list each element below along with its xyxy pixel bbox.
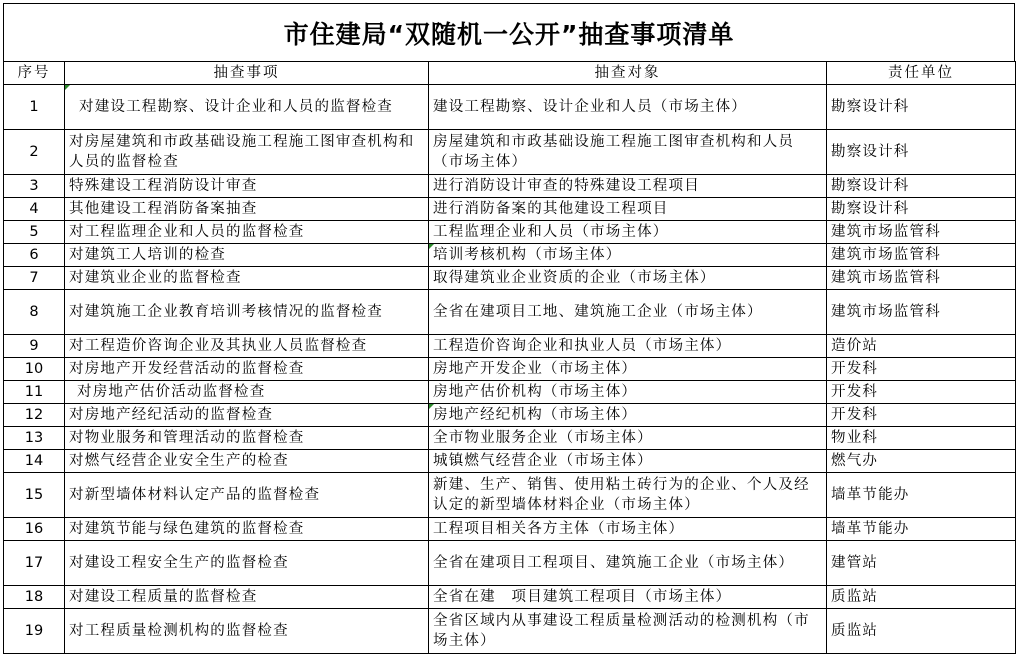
cell-dept[interactable]: 建筑市场监管科 [827, 244, 1016, 267]
table-row [4, 290, 1016, 335]
table-row [4, 221, 1016, 244]
table-row [4, 130, 1016, 175]
cell-dept[interactable]: 建筑市场监管科 [827, 290, 1016, 335]
cell-no[interactable]: 3 [4, 175, 65, 198]
table-row [4, 85, 1016, 130]
cell-item[interactable]: 对房地产开发经营活动的监督检查 [65, 358, 429, 381]
table-row [4, 335, 1016, 358]
table-row [4, 358, 1016, 381]
cell-item[interactable]: 对建设工程质量的监督检查 [65, 586, 429, 609]
cell-no[interactable]: 11 [4, 381, 65, 404]
cell-target[interactable]: 工程项目相关各方主体（市场主体） [429, 518, 827, 541]
cell-item[interactable]: 对物业服务和管理活动的监督检查 [65, 427, 429, 450]
cell-item[interactable]: 对建筑业企业的监督检查 [65, 267, 429, 290]
cell-item[interactable]: 其他建设工程消防备案抽查 [65, 198, 429, 221]
cell-item[interactable]: 对房屋建筑和市政基础设施工程施工图审查机构和人员的监督检查 [65, 130, 429, 175]
cell-target[interactable]: 培训考核机构（市场主体） [429, 244, 827, 267]
cell-dept[interactable]: 燃气办 [827, 450, 1016, 473]
cell-item[interactable]: 对工程质量检测机构的监督检查 [65, 609, 429, 654]
cell-no[interactable]: 2 [4, 130, 65, 175]
table-row [4, 450, 1016, 473]
sheet-title: 市住建局“双随机一公开”抽查事项清单 [3, 3, 1015, 61]
cell-no[interactable]: 1 [4, 85, 65, 130]
cell-item[interactable]: 对建筑节能与绿色建筑的监督检查 [65, 518, 429, 541]
cell-no[interactable]: 14 [4, 450, 65, 473]
cell-target[interactable]: 工程造价咨询企业和执业人员（市场主体） [429, 335, 827, 358]
table-row [4, 175, 1016, 198]
cell-no[interactable]: 5 [4, 221, 65, 244]
cell-target[interactable]: 全市物业服务企业（市场主体） [429, 427, 827, 450]
cell-target[interactable]: 城镇燃气经营企业（市场主体） [429, 450, 827, 473]
inspection-table [3, 61, 1016, 654]
cell-target[interactable]: 工程监理企业和人员（市场主体） [429, 221, 827, 244]
header-no[interactable]: 序号 [4, 62, 65, 85]
cell-item[interactable]: 对建设工程勘察、设计企业和人员的监督检查 [65, 85, 429, 130]
cell-dept[interactable]: 开发科 [827, 404, 1016, 427]
cell-target[interactable]: 新建、生产、销售、使用粘土砖行为的企业、个人及经认定的新型墙体材料企业（市场主体） [429, 473, 827, 518]
cell-no[interactable]: 15 [4, 473, 65, 518]
cell-dept[interactable]: 开发科 [827, 358, 1016, 381]
cell-target[interactable]: 房地产估价机构（市场主体） [429, 381, 827, 404]
cell-dept[interactable]: 造价站 [827, 335, 1016, 358]
cell-no[interactable]: 16 [4, 518, 65, 541]
header-dept[interactable]: 责任单位 [827, 62, 1016, 85]
cell-item[interactable]: 对燃气经营企业安全生产的检查 [65, 450, 429, 473]
cell-no[interactable]: 8 [4, 290, 65, 335]
cell-item[interactable]: 对房地产经纪活动的监督检查 [65, 404, 429, 427]
cell-target[interactable]: 进行消防备案的其他建设工程项目 [429, 198, 827, 221]
cell-no[interactable]: 6 [4, 244, 65, 267]
header-item[interactable]: 抽查事项 [65, 62, 429, 85]
cell-target[interactable]: 全省在建项目工程项目、建筑施工企业（市场主体） [429, 541, 827, 586]
cell-target[interactable]: 全省区域内从事建设工程质量检测活动的检测机构（市场主体） [429, 609, 827, 654]
table-row [4, 473, 1016, 518]
cell-no[interactable]: 10 [4, 358, 65, 381]
cell-no[interactable]: 17 [4, 541, 65, 586]
cell-item[interactable]: 特殊建设工程消防设计审查 [65, 175, 429, 198]
table-row [4, 427, 1016, 450]
cell-target[interactable]: 取得建筑业企业资质的企业（市场主体） [429, 267, 827, 290]
table-row [4, 404, 1016, 427]
cell-dept[interactable]: 开发科 [827, 381, 1016, 404]
cell-target[interactable]: 房屋建筑和市政基础设施工程施工图审查机构和人员（市场主体） [429, 130, 827, 175]
cell-target[interactable]: 房地产经纪机构（市场主体） [429, 404, 827, 427]
cell-dept[interactable]: 墙革节能办 [827, 518, 1016, 541]
cell-dept[interactable]: 建筑市场监管科 [827, 267, 1016, 290]
table-row [4, 586, 1016, 609]
cell-no[interactable]: 13 [4, 427, 65, 450]
cell-dept[interactable]: 勘察设计科 [827, 130, 1016, 175]
cell-dept[interactable]: 勘察设计科 [827, 175, 1016, 198]
cell-no[interactable]: 7 [4, 267, 65, 290]
cell-item[interactable]: 对房地产估价活动监督检查 [65, 381, 429, 404]
table-row [4, 267, 1016, 290]
cell-item[interactable]: 对建筑工人培训的检查 [65, 244, 429, 267]
cell-target[interactable]: 全省在建项目工地、建筑施工企业（市场主体） [429, 290, 827, 335]
cell-item[interactable]: 对新型墙体材料认定产品的监督检查 [65, 473, 429, 518]
cell-no[interactable]: 4 [4, 198, 65, 221]
cell-item[interactable]: 对建筑施工企业教育培训考核情况的监督检查 [65, 290, 429, 335]
table-row [4, 518, 1016, 541]
cell-item[interactable]: 对工程造价咨询企业及其执业人员监督检查 [65, 335, 429, 358]
cell-no[interactable]: 19 [4, 609, 65, 654]
table-row [4, 541, 1016, 586]
cell-dept[interactable]: 建管站 [827, 541, 1016, 586]
cell-dept[interactable]: 物业科 [827, 427, 1016, 450]
cell-dept[interactable]: 质监站 [827, 586, 1016, 609]
cell-dept[interactable]: 建筑市场监管科 [827, 221, 1016, 244]
cell-target[interactable]: 全省在建 项目建筑工程项目（市场主体） [429, 586, 827, 609]
cell-item[interactable]: 对工程监理企业和人员的监督检查 [65, 221, 429, 244]
cell-target[interactable]: 建设工程勘察、设计企业和人员（市场主体） [429, 85, 827, 130]
cell-no[interactable]: 9 [4, 335, 65, 358]
cell-dept[interactable]: 勘察设计科 [827, 85, 1016, 130]
cell-dept[interactable]: 墙革节能办 [827, 473, 1016, 518]
header-target[interactable]: 抽查对象 [429, 62, 827, 85]
table-row [4, 198, 1016, 221]
cell-dept[interactable]: 质监站 [827, 609, 1016, 654]
cell-dept[interactable]: 勘察设计科 [827, 198, 1016, 221]
header-row [4, 62, 1016, 85]
cell-no[interactable]: 12 [4, 404, 65, 427]
cell-target[interactable]: 进行消防设计审查的特殊建设工程项目 [429, 175, 827, 198]
table-row [4, 609, 1016, 654]
table-row [4, 381, 1016, 404]
cell-target[interactable]: 房地产开发企业（市场主体） [429, 358, 827, 381]
spreadsheet [3, 3, 1015, 654]
table-row [4, 244, 1016, 267]
cell-no[interactable]: 18 [4, 586, 65, 609]
cell-item[interactable]: 对建设工程安全生产的监督检查 [65, 541, 429, 586]
